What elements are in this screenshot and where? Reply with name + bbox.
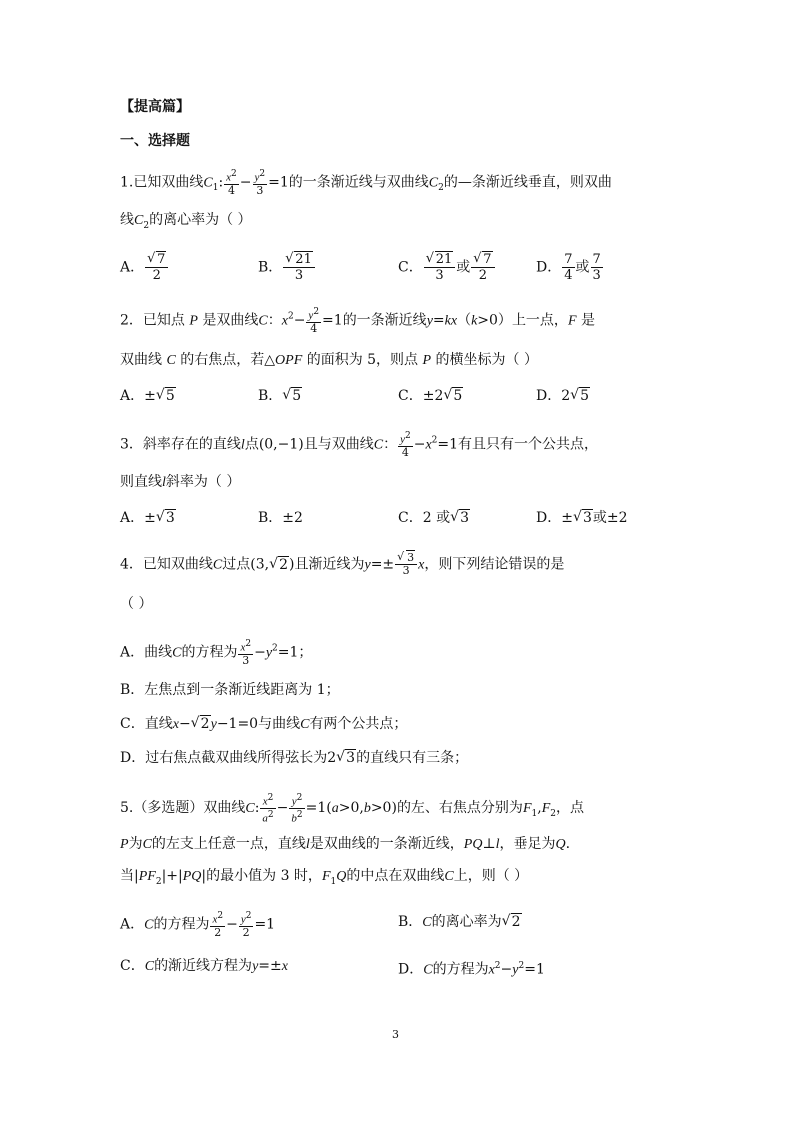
q3-option-d: D．±√ 3或±2 [536, 508, 628, 528]
part-title: 一、选择题 [120, 133, 190, 149]
page-number: 3 [392, 1028, 399, 1041]
q1-option-d: D． $\frac{7}{4}$ 或 $\frac{7}{3}$ [536, 252, 601, 283]
question-3-line-2: 则直线l斜率为（ ） [120, 474, 241, 490]
q3-option-b: B．±2 [258, 510, 303, 526]
q1-option-b: B． √ $\frac{21}{3}$ [258, 252, 316, 283]
q2-option-b: B．√ 5 [258, 386, 302, 406]
q3-option-c: C．2 或√ 3 [398, 508, 470, 528]
question-3-line-1: 3．斜率存在的直线l点(0,−1)且与双曲线C： $\frac{y^2}{4}$ $-x^2=1$有且只有一个公共点， [120, 431, 599, 459]
q2-option-d: D．2√ 5 [536, 386, 590, 406]
section-title: 【提高篇】 [120, 99, 190, 115]
question-1-line-2: 线$C_2$的离心率为（ ） [120, 212, 252, 231]
q4-option-a: A．曲线C的方程为 $\frac{x^2}{3}$ $-y^2=1$； [120, 639, 313, 667]
question-4-paren: （ ） [120, 596, 153, 612]
q5-option-d: D．C的方程为$x^2-y^2=1$ [398, 961, 545, 978]
q5-option-c: C．C的渐近线方程为y=±x [120, 958, 288, 974]
question-2-line-2: 双曲线 C 的右焦点，若△OPF 的面积为 5，则点 P 的横坐标为（ ） [120, 352, 538, 368]
q5-option-b: B．C的离心率为√ 2 [398, 912, 522, 933]
q1-option-a: A． √ $\frac{7}{2}$ [120, 252, 169, 283]
question-5-line-1: 5.（多选题）双曲线C: $\frac{x^2}{a^2}$ − $\frac{y^2}{b^2}$ =1(a>0,b>0)的左、右焦点分别为$F_1,F_2$，点 [120, 793, 584, 825]
question-5-line-3: 当$|PF_2|+|PQ|$的最小值为 3 时，$F_1Q$的中点在双曲线C上，则（ ） [120, 868, 529, 887]
question-4-line-1: 4．已知双曲线C过点(3,√ 2)且渐近线为y=± √ $\frac{3}{3}$ x，则下列结论错误的是 [120, 552, 564, 577]
question-2-line-1: 2．已知点 P 是双曲线C：$x^2-$ $\frac{y^2}{4}$ =1的一条渐近线y=kx（k>0）上一点，F 是 [120, 307, 595, 335]
q5-option-a: A．C的方程为 $\frac{x^2}{2}$ − $\frac{y^2}{2}$ =1 [120, 911, 276, 939]
q4-option-b: B．左焦点到一条渐近线距离为 1； [120, 682, 340, 698]
q1-option-c: C． √ $\frac{21}{3}$ 或 √ $\frac{7}{2}$ [398, 252, 496, 283]
q4-option-c: C．直线x−√ 2y−1=0与曲线C有两个公共点； [120, 714, 407, 735]
q4-option-d: D．过右焦点截双曲线所得弦长为2√ 3的直线只有三条； [120, 748, 468, 768]
q3-option-a: A．±√ 3 [120, 508, 176, 528]
q2-option-c: C．±2√ 5 [398, 386, 463, 406]
question-1-line-1: 1.已知双曲线$C_1$: $\frac{x^2}{4}$ − $\frac{y^2}{3}$ =1的一条渐近线与双曲线$C_2$的—条渐近线垂直，则双曲 [120, 169, 612, 197]
question-5-line-2: P为C的左支上任意一点，直线l是双曲线的一条渐近线，PQ⊥l，垂足为Q. [120, 836, 571, 852]
q2-option-a: A．±√ 5 [120, 386, 176, 406]
